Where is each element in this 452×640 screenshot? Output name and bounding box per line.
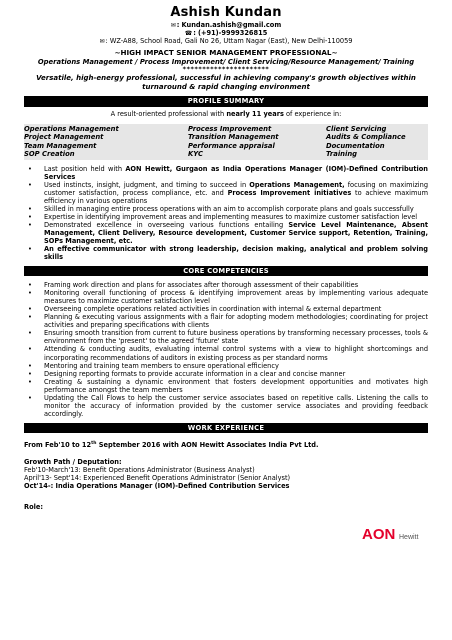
list-item: • Used instincts, insight, judgment, and timing to succeed in Operations Management, focusing on maximizing customer satisfaction, process compliance, etc. and Process Improvement initiatives to achieve maximum efficiency in various operations <box>24 181 428 205</box>
list-item: • Mentoring and training team members to ensure operational efficiency <box>24 362 428 370</box>
profile-bullets <box>24 165 428 261</box>
skill-cell: Process Improvement <box>188 124 272 133</box>
list-item: • Designing reporting formats to provide accurate information in a clear and concise manner <box>24 370 428 378</box>
skill-cell: KYC <box>188 150 203 159</box>
growth-item: April'13- Sept'14: Experienced Benefit Operations Administrator (Senior Analyst) <box>24 474 291 483</box>
address-line: ✉: WZ-A88, School Road, Gali No 26, Uttam Nagar (East), New Delhi-110059 <box>99 37 353 46</box>
role-label: Role: <box>24 503 43 512</box>
list-item: • Skilled in managing entire process operations with an aim to accomplish corporate plans and goals successfully <box>24 205 428 213</box>
skill-cell: Project Management <box>24 133 104 142</box>
list-item: • An effective communicator with strong leadership, decision making, analytical and problem solving skills <box>24 245 428 261</box>
profile-intro <box>24 110 428 118</box>
svg-text:AON: AON <box>362 526 396 543</box>
growth-title: Growth Path / Deputation: <box>24 458 122 467</box>
work-experience-heading: WORK EXPERIENCE <box>24 423 428 433</box>
address-icon: ✉ <box>99 38 105 46</box>
core-competencies-heading: CORE COMPETENCIES <box>24 266 428 276</box>
phone-icon: ☎ <box>184 30 193 38</box>
list-item: • Creating & sustaining a dynamic environment that fosters development opportunities and motivates high performance amongst the team members <box>24 378 428 394</box>
email-text: Kundan.ashish@gmail.com <box>181 20 282 29</box>
list-item: • Ensuring smooth transition from current to future business operations by transforming necessary processes, tools & environment from the 'present' to the agreed 'future' state <box>24 329 428 345</box>
stars-divider: ********************** <box>182 64 270 73</box>
growth-item: Feb'10-March'13: Benefit Operations Administrator (Business Analyst) <box>24 466 255 475</box>
list-item: • Monitoring overall functioning of process & identifying improvement areas by implementing various adequate measures to maximize customer satisfaction level <box>24 289 428 305</box>
tagline-line-2: turnaround & rapid changing environment <box>142 82 310 91</box>
subheadline: Operations Management / Process Improvement/ Client Servicing/Resource Management/ Training <box>37 57 415 66</box>
competency-list <box>24 281 428 418</box>
list-item: • Expertise in identifying improvement areas and implementing measures to maximize customer satisfaction level <box>24 213 428 221</box>
profile-summary-heading: PROFILE SUMMARY <box>24 96 428 106</box>
svg-text:Hewitt: Hewitt <box>399 534 419 541</box>
skill-cell: Operations Management <box>24 124 119 133</box>
list-item: • Demonstrated excellence in overseeing various functions entailing Service Level Maintenance, Absent Management, Client Delivery, Resource development, Customer Service support, Retention, Training, SOPs Management, etc. <box>24 221 428 245</box>
list-item: • Overseeing complete operations related activities in coordination with internal & external department <box>24 305 428 313</box>
address-text: WZ-A88, School Road, Gali No 26, Uttam Nagar (East), New Delhi-110059 <box>109 37 353 46</box>
skill-cell: SOP Creation <box>24 150 75 159</box>
list-item: • Last position held with AON Hewitt, Gurgaon as India Operations Manager (IOM)-Defined Contribution Services <box>24 165 428 181</box>
intro-years: nearly 11 years <box>226 109 284 118</box>
email-icon: ✉ <box>170 21 176 29</box>
list-item: • Updating the Call Flows to help the customer service associates based on repetitive calls. Listening the calls to monitor the accuracy of information provided by the customer service associates and providing feedback accordingly. <box>24 394 428 418</box>
headline: ~HIGH IMPACT SENIOR MANAGEMENT PROFESSIONAL~ <box>114 47 338 57</box>
skill-cell: Transition Management <box>188 133 279 142</box>
skill-cell: Team Management <box>24 141 97 150</box>
skill-cell: Documentation <box>326 141 385 150</box>
growth-item-current: Oct'14-: India Operations Manager (IOM)-Defined Contribution Services <box>24 482 290 491</box>
skill-cell: Client Servicing <box>326 124 387 133</box>
list-item: • Planning & executing various assignments with a flair for adopting modern methodologies; coordinating for project activities and preparing specifications with clients <box>24 313 428 329</box>
aon-hewitt-logo <box>362 525 424 543</box>
skills-grid <box>24 124 428 160</box>
tagline <box>24 74 428 91</box>
employment-line: From Feb'10 to 12th September 2016 with AON Hewitt Associates India Pvt Ltd. <box>24 441 319 450</box>
growth-path <box>24 458 428 490</box>
intro-text-end: of experience in: <box>283 109 342 118</box>
intro-text: A result-oriented professional with <box>110 109 227 118</box>
list-item: • Framing work direction and plans for associates after thorough assessment of their capabilities <box>24 281 428 289</box>
skill-cell: Performance appraisal <box>188 141 275 150</box>
tagline-line-1: Versatile, high-energy professional, successful in achieving company's growth objectives within <box>36 74 416 83</box>
email-line: ✉: Kundan.ashish@gmail.com <box>170 20 282 29</box>
list-item: • Attending & conducting audits, evaluating internal control systems with a view to highlight shortcomings and incorporating recommendations of auditors in existing process as per standard norms <box>24 345 428 361</box>
skill-cell: Training <box>326 150 358 159</box>
skill-cell: Audits & Compliance <box>326 133 406 142</box>
phone-text: (+91)-9999326815 <box>197 29 268 38</box>
candidate-name: Ashish Kundan <box>170 5 282 20</box>
phone-line: ☎: (+91)-9999326815 <box>184 29 268 38</box>
